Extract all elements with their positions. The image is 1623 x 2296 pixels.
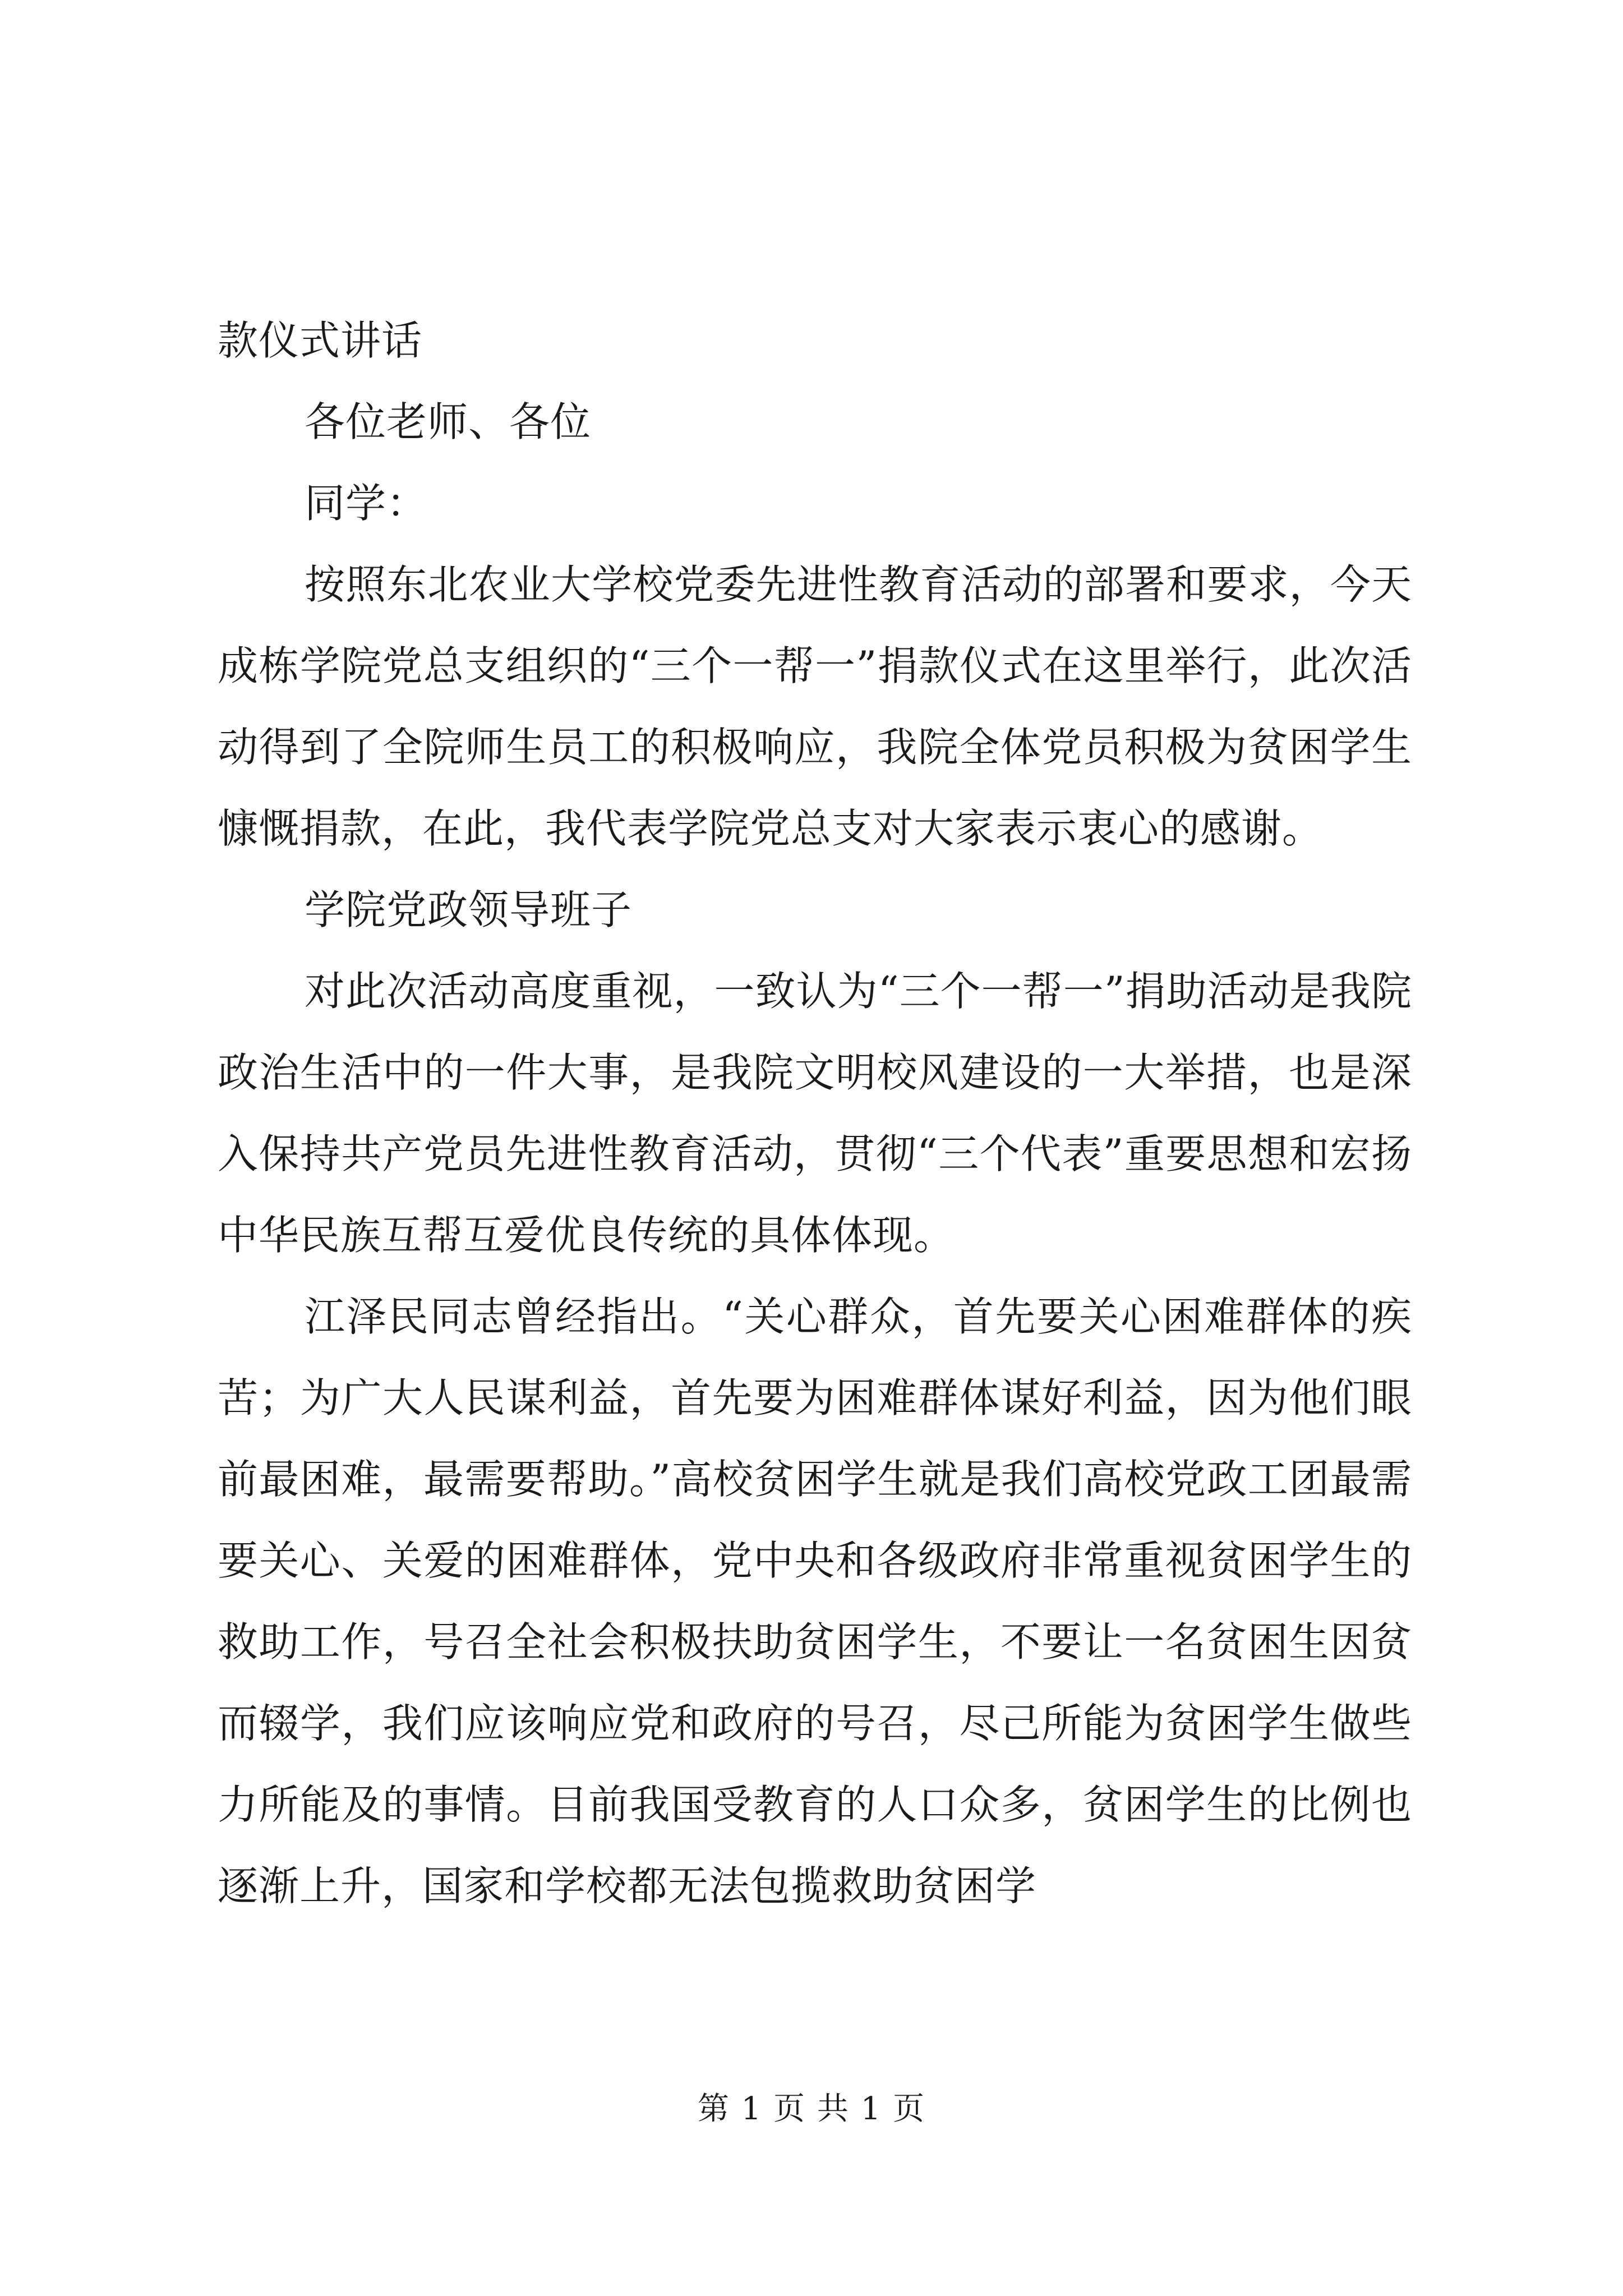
paragraph-salutation-students: 同学： xyxy=(305,480,428,527)
paragraph-leadership: 学院党政领导班子 xyxy=(305,886,633,933)
paragraph-title-fragment: 款仪式讲话 xyxy=(218,317,423,364)
paragraph-quote: 江泽民同志曾经指出。“关心群众，首先要关心困难群体的疾苦；为广大人民谋利益，首先要为困难群体谋好利益，因为他们眼前最困难，最需要帮助。”高校贫困学生就是我们高校党政工团最需要关心、关爱的困难群体，党中央和各级政府非常重视贫困学生的救助工作，号召全社会积极扶助贫困学生，不要让一名贫困生因贫而辍学，我们应该响应党和政府的号召，尽己所能为贫困学生做些力所能及的事情。目前我国受教育的人口众多，贫困学生的比例也逐渐上升，国家和学校都无法包揽救助贫困学 xyxy=(218,1293,1412,1910)
paragraph-event-intro: 按照东北农业大学校党委先进性教育活动的部署和要求，今天成栋学院党总支组织的“三个一帮一”捐款仪式在这里举行，此次活动得到了全院师生员工的积极响应，我院全体党员积极为贫困学生慷慨捐款，在此，我代表学院党总支对大家表示衷心的感谢。 xyxy=(218,561,1412,852)
paragraph-importance: 对此次活动高度重视，一致认为“三个一帮一”捐助活动是我院政治生活中的一件大事，是我院文明校风建设的一大举措，也是深入保持共产党员先进性教育活动，贯彻“三个代表”重要思想和宏扬中华民族互帮互爱优良传统的具体体现。 xyxy=(218,968,1412,1259)
page-number-footer: 第 1 页 共 1 页 xyxy=(697,2091,926,2127)
document-body xyxy=(218,300,1412,1927)
paragraph-salutation-teachers: 各位老师、各位 xyxy=(305,398,592,445)
